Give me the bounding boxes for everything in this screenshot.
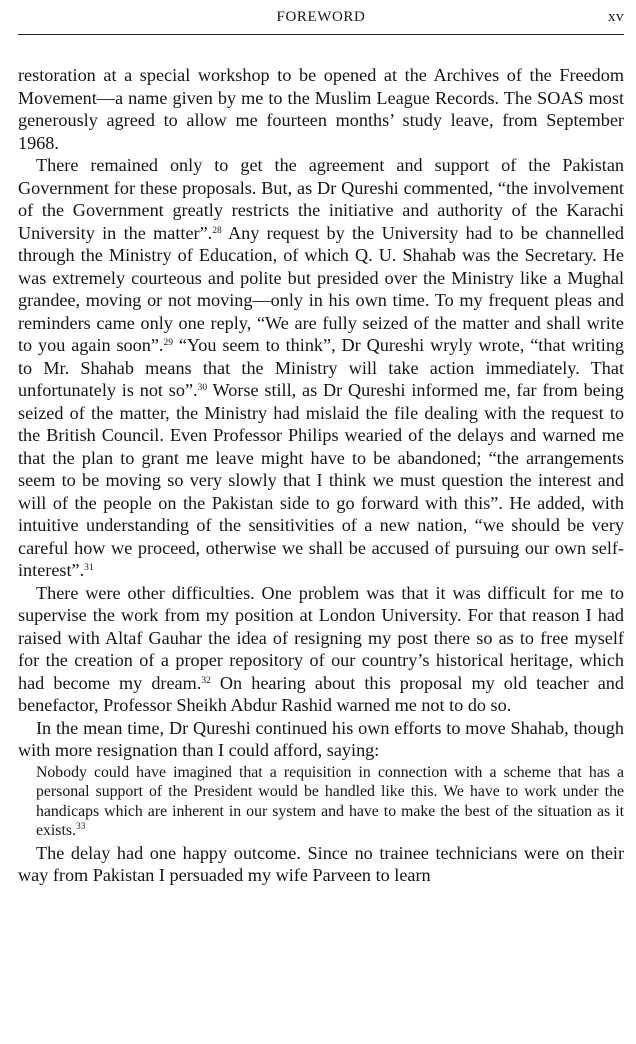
text-span: On hearing about this proposal my old teacher and benefactor, Professor Sheikh Abdur Rashid warned me not to do so.	[18, 672, 624, 715]
body-text	[18, 64, 624, 887]
paragraph-continued: restoration at a special workshop to be opened at the Archives of the Freedom Movement—a name given by me to the Muslim League Records. The SOAS most generously agreed to allow me fourteen months’ study leave, from September 1968.	[18, 65, 624, 153]
text-span: Worse still, as Dr Qureshi informed me, far from being seized of the matter, the Ministry had mislaid the file dealing with the request to the British Council. Even Professor Philips wearied of the delays and warned me that the plan to grant me leave might have to be abandoned; “the arrangements seem to be moving so very slowly that I think we must question the interest and will of the people on the Pakistan side to go forward with this”. He added, with intuitive understanding of the sensitivities of a new nation, “we should be very careful how we proceed, otherwise we shall be accused of pursuing our own self-interest”.	[18, 380, 624, 580]
footnote-ref: 28	[212, 225, 222, 236]
chapter-title: FOREWORD	[276, 9, 366, 25]
text-span: “You seem to think”, Dr Qureshi wryly wrote, “that writing to Mr. Shahab means that the Ministry will take action immediately. That unfortunately is not so”.	[18, 335, 625, 400]
paragraph-government	[18, 154, 624, 582]
page-number: xv	[608, 9, 624, 25]
block-quote	[36, 763, 624, 841]
text-span: There were other difficulties. One problem was that it was difficult for me to supervise the work from my position at London University. For that reason I had raised with Altaf Gauhar the idea of resigning my post there so as to free myself for the creation of a proper repository of our country’s historical heritage, which had become my dream.	[18, 582, 624, 693]
footnote-ref: 32	[201, 675, 211, 686]
footnote-ref: 33	[75, 822, 86, 832]
footnote-ref: 30	[197, 383, 208, 393]
paragraph-delay: The delay had one happy outcome. Since no trainee technicians were on their way from Pakistan I persuaded my wife Parveen to learn	[18, 842, 624, 885]
text-span: Any request by the University had to be channelled through the Ministry of Education, of which Q. U. Shahab was the Secretary. He was extremely courteous and polite but presided over the Ministry like a Mughal grandee, moving or not moving—only in his own time. To my frequent pleas and reminders came only one reply, “We are fully seized of the matter and shall write to you again soon”.	[18, 222, 624, 355]
paragraph-difficulties	[18, 582, 624, 717]
footnote-ref: 29	[163, 338, 173, 348]
running-header	[18, 6, 624, 35]
footnote-ref: 31	[84, 563, 94, 573]
paragraph-meantime: In the mean time, Dr Qureshi continued his own efforts to move Shahab, though with more resignation than I could afford, saying:	[18, 717, 624, 760]
quote-text: Nobody could have imagined that a requisition in connection with a scheme that has a personal support of the President would be handled like this. We have to work under the handicaps which are inherent in our system and have to make the best of the situation as it exists.	[36, 763, 624, 839]
text-span: There remained only to get the agreement and support of the Pakistan Government for these proposals. But, as Dr Qureshi commented, “the involvement of the Government greatly restricts the initiative and authority of the Karachi University in the matter”.	[18, 155, 624, 243]
